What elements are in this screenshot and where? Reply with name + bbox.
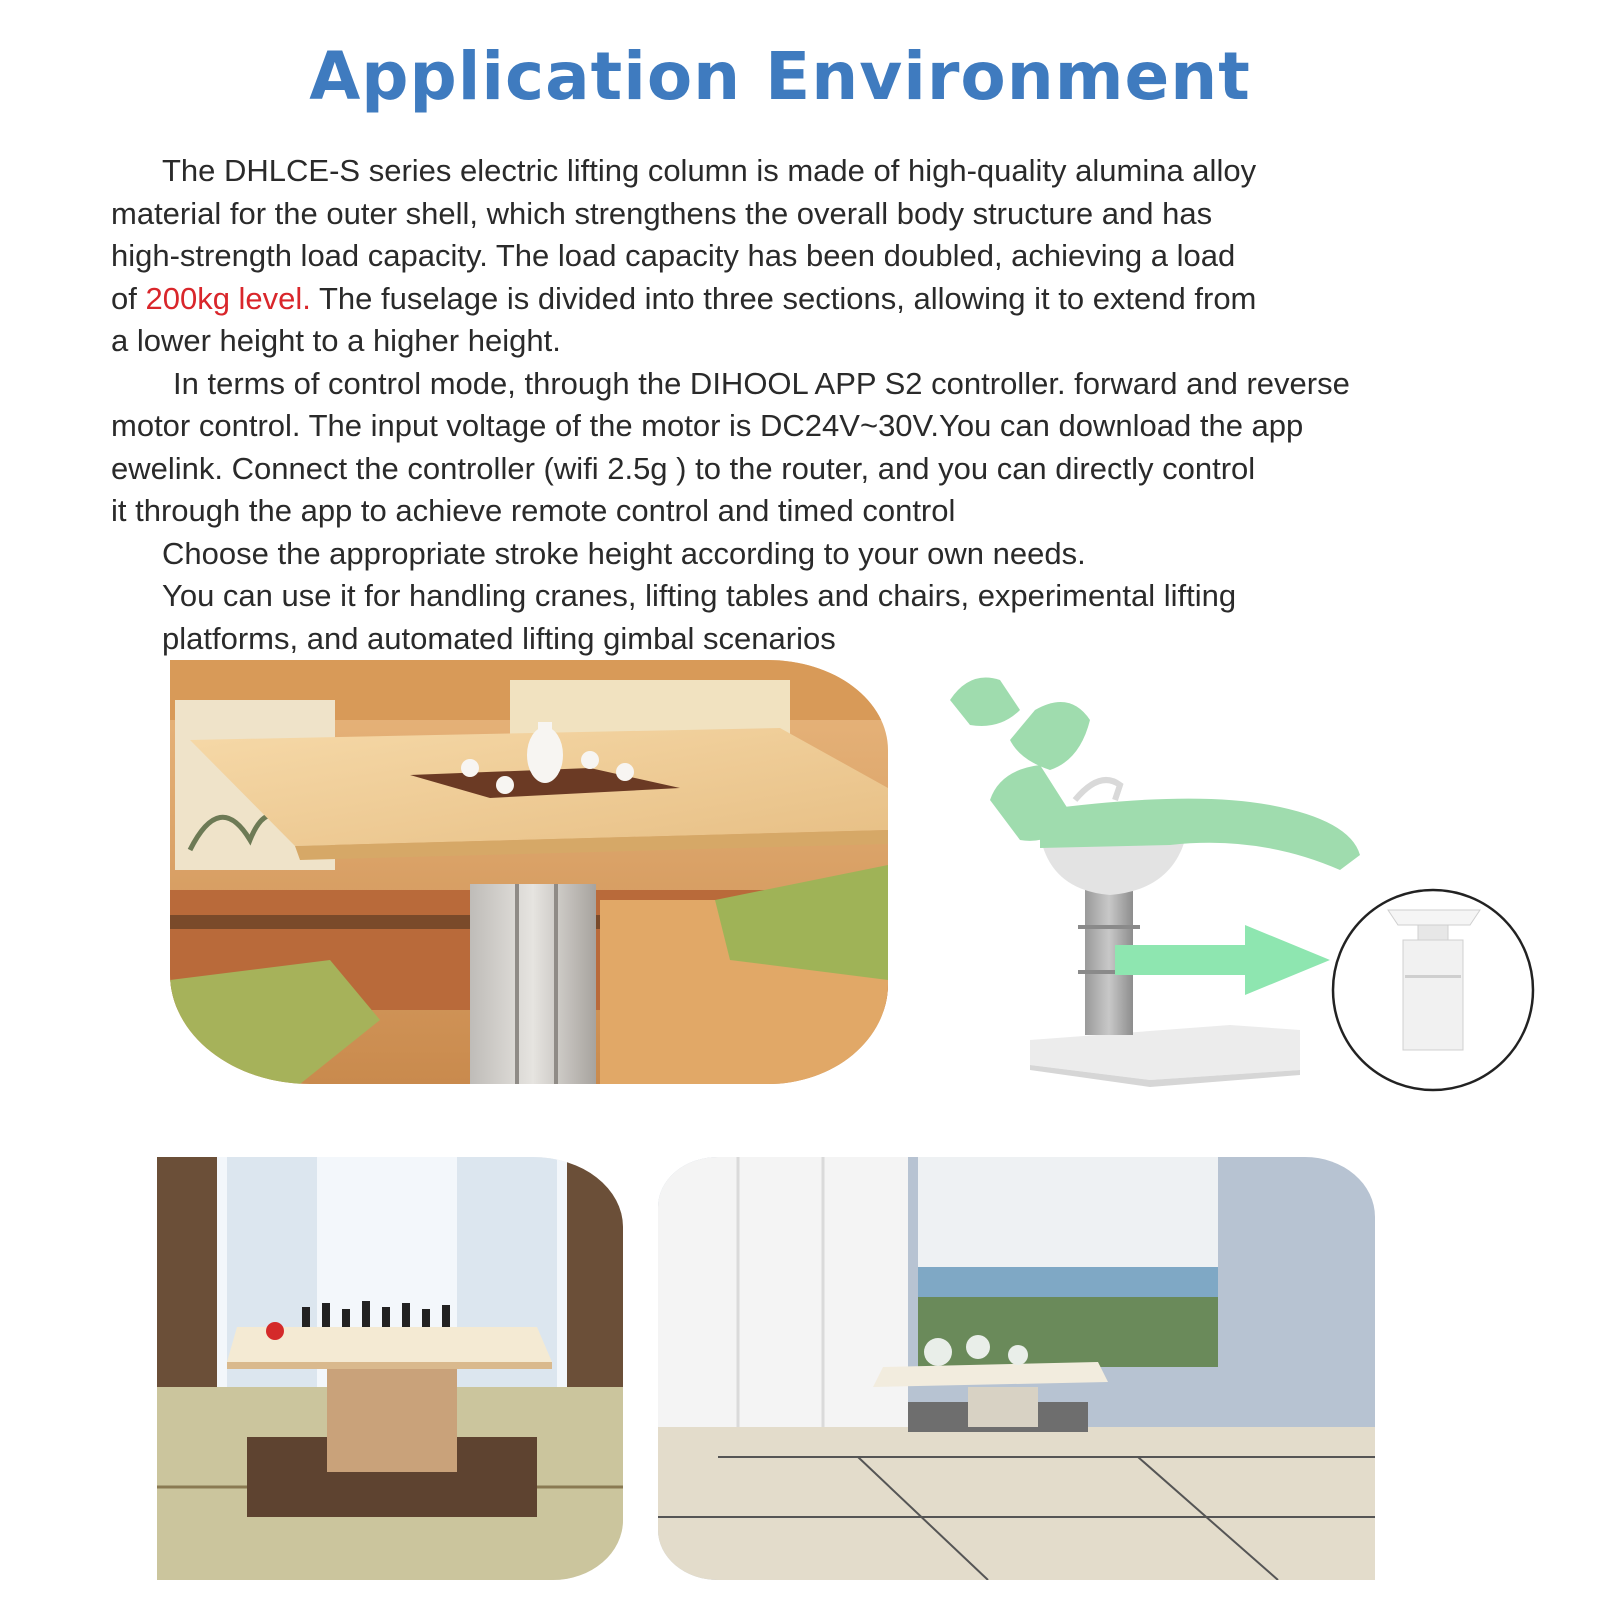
paragraph-1-line-1: The DHLCE-S series electric lifting column is made of high-quality alumina alloy: [162, 153, 1257, 188]
description-text: [111, 150, 1591, 660]
page-title: Application Environment: [309, 38, 1251, 115]
lifting-table-photo: [170, 660, 888, 1084]
load-suffix: The fuselage is divided into three sections, allowing it to extend from: [310, 280, 1257, 316]
load-capacity-highlight: 200kg level.: [145, 280, 311, 316]
paragraph-4-line-1: You can use it for handling cranes, lifting tables and chairs, experimental lifting: [162, 578, 1237, 613]
paragraph-4-line-2: platforms, and automated lifting gimbal scenarios: [162, 620, 836, 656]
paragraph-3-line-1: Choose the appropriate stroke height according to your own needs.: [162, 535, 1086, 571]
paragraph-1-line-5: a lower height to a higher height.: [111, 323, 561, 358]
load-prefix: of: [111, 280, 146, 316]
paragraph-1-line-3: high-strength load capacity. The load capacity has been doubled, achieving a load: [111, 238, 1236, 273]
paragraph-2-line-2: motor control. The input voltage of the motor is DC24V~30V.You can download the app: [111, 408, 1304, 443]
paragraph-2-line-4: it through the app to achieve remote control and timed control: [111, 493, 956, 528]
paragraph-1-line-4: [111, 278, 1591, 321]
chess-table-photo: [157, 1157, 623, 1580]
dental-chair-photo: [940, 670, 1565, 1120]
paragraph-2-line-1: In terms of control mode, through the DIHOOL APP S2 controller. forward and reverse: [173, 365, 1350, 401]
paragraph-2-line-3: ewelink. Connect the controller (wifi 2.5g ) to the router, and you can directly control: [111, 450, 1256, 486]
paragraph-1-line-2: material for the outer shell, which strengthens the overall body structure and has: [111, 195, 1213, 231]
tea-room-photo: [658, 1157, 1375, 1580]
